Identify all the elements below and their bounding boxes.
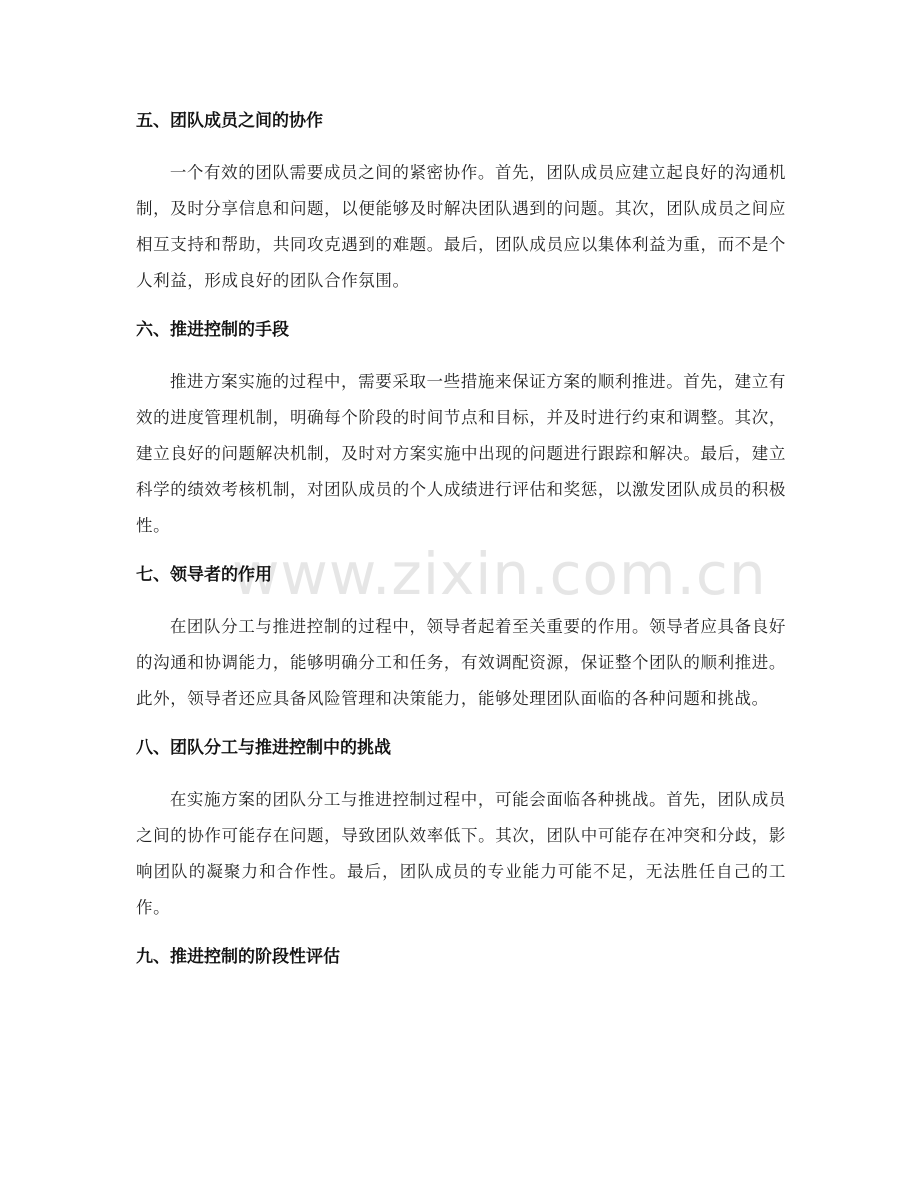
section-paragraph-8: 在实施方案的团队分工与推进控制过程中，可能会面临各种挑战。首先，团队成员之间的协作可能存在问题，导致团队效率低下。其次，团队中可能存在冲突和分歧，影响团队的凝聚力和合作性。最后，团队成员的专业能力可能不足，无法胜任自己的工作。 (136, 790, 786, 917)
section-heading-5: 五、团队成员之间的协作 (136, 111, 323, 131)
section-paragraph-5: 一个有效的团队需要成员之间的紧密协作。首先，团队成员应建立起良好的沟通机制，及时分享信息和问题，以便能够及时解决团队遇到的问题。其次，团队成员之间应相互支持和帮助，共同攻克遇到的难题。最后，团队成员应以集体利益为重，而不是个人利益，形成良好的团队合作氛围。 (136, 163, 786, 290)
section-heading-8: 八、团队分工与推进控制中的挑战 (136, 738, 391, 758)
section-paragraph-6: 推进方案实施的过程中，需要采取一些措施来保证方案的顺利推进。首先，建立有效的进度管理机制，明确每个阶段的时间节点和目标，并及时进行约束和调整。其次，建立良好的问题解决机制，及时对方案实施中出现的问题进行跟踪和解决。最后，建立科学的绩效考核机制，对团队成员的个人成绩进行评估和奖惩，以激发团队成员的积极性。 (136, 372, 786, 535)
section-heading-6: 六、推进控制的手段 (136, 320, 289, 340)
section-heading-9: 九、推进控制的阶段性评估 (136, 947, 340, 967)
section-paragraph-7: 在团队分工与推进控制的过程中，领导者起着至关重要的作用。领导者应具备良好的沟通和协调能力，能够明确分工和任务，有效调配资源，保证整个团队的顺利推进。此外，领导者还应具备风险管理和决策能力，能够处理团队面临的各种问题和挑战。 (136, 617, 786, 708)
watermark: www.zixin.com.cn (232, 540, 767, 608)
document-body (136, 106, 786, 972)
section-heading-7: 七、领导者的作用 (136, 565, 272, 585)
